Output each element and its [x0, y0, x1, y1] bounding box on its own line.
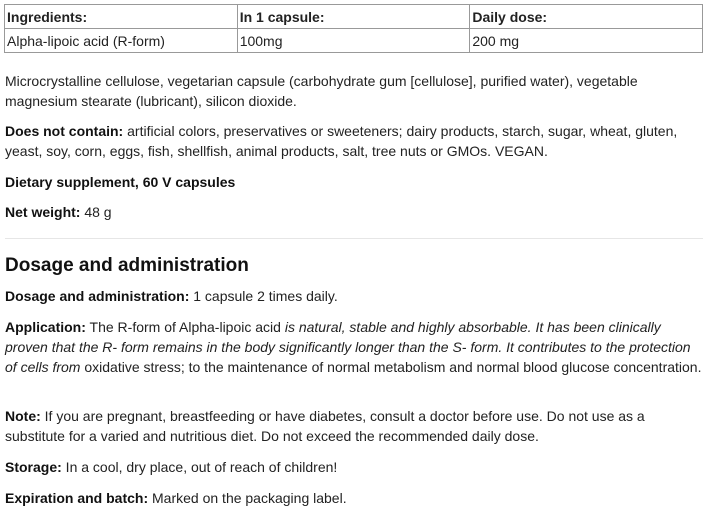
cell-daily-dose: 200 mg: [470, 29, 703, 53]
storage: [5, 457, 705, 477]
header-daily-dose: Daily dose:: [470, 5, 703, 29]
note: [5, 406, 705, 446]
storage-label: Storage:: [5, 459, 62, 475]
dosage-label: Dosage and administration:: [5, 288, 190, 304]
table-header-row: [5, 5, 703, 29]
application-text-2: is natural, stable and highly absorbable. It has been clinically proven that the R- form remains in the body significantly longer than the S- form. It contributes to the protection of cells from: [5, 319, 691, 375]
note-label: Note:: [5, 408, 41, 424]
application: [5, 317, 705, 377]
application-label: Application:: [5, 319, 86, 335]
cell-ingredient: Alpha-lipoic acid (R-form): [5, 29, 238, 53]
net-weight: [5, 202, 705, 222]
application-text-1: The R-form of Alpha-lipoic acid: [85, 319, 285, 335]
dosage-text: 1 capsule 2 times daily.: [189, 288, 338, 304]
net-weight-value: 48 g: [80, 204, 112, 220]
does-not-contain: [5, 121, 705, 161]
expiration: [5, 488, 705, 508]
section-divider: [5, 238, 703, 239]
storage-text: In a cool, dry place, out of reach of children!: [61, 459, 338, 475]
table-row: [5, 29, 703, 53]
expiration-label: Expiration and batch:: [5, 490, 149, 506]
application-text-3: oxidative stress; to the maintenance of normal metabolism and normal blood glucose concentration.: [84, 359, 702, 375]
net-weight-label: Net weight:: [5, 204, 81, 220]
header-in-1-capsule: In 1 capsule:: [237, 5, 470, 29]
note-text: If you are pregnant, breastfeeding or have diabetes, consult a doctor before use. Do not use as a substitute for a varied and nutritious diet. Do not exceed the recommended daily dose.: [5, 408, 645, 444]
expiration-text: Marked on the packaging label.: [148, 490, 347, 506]
supplement-line-text: Dietary supplement, 60 V capsules: [5, 174, 236, 190]
section-title: Dosage and administration: [5, 255, 249, 276]
ingredients-table: [4, 4, 703, 53]
does-not-contain-text: artificial colors, preservatives or sweeteners; dairy products, starch, sugar, wheat, gluten, yeast, soy, corn, eggs, fish, shellfish, animal products, salt, tree nuts or GMOs. VEGAN.: [5, 123, 678, 159]
supplement-line: [5, 172, 705, 192]
cell-per-capsule: 100mg: [237, 29, 470, 53]
dosage: [5, 286, 705, 306]
does-not-contain-label: Does not contain:: [5, 123, 124, 139]
other-ingredients: Microcrystalline cellulose, vegetarian capsule (carbohydrate gum [cellulose], purified water), vegetable magnesium stearate (lubricant), silicon dioxide.: [5, 73, 638, 109]
header-ingredients: Ingredients:: [5, 5, 238, 29]
